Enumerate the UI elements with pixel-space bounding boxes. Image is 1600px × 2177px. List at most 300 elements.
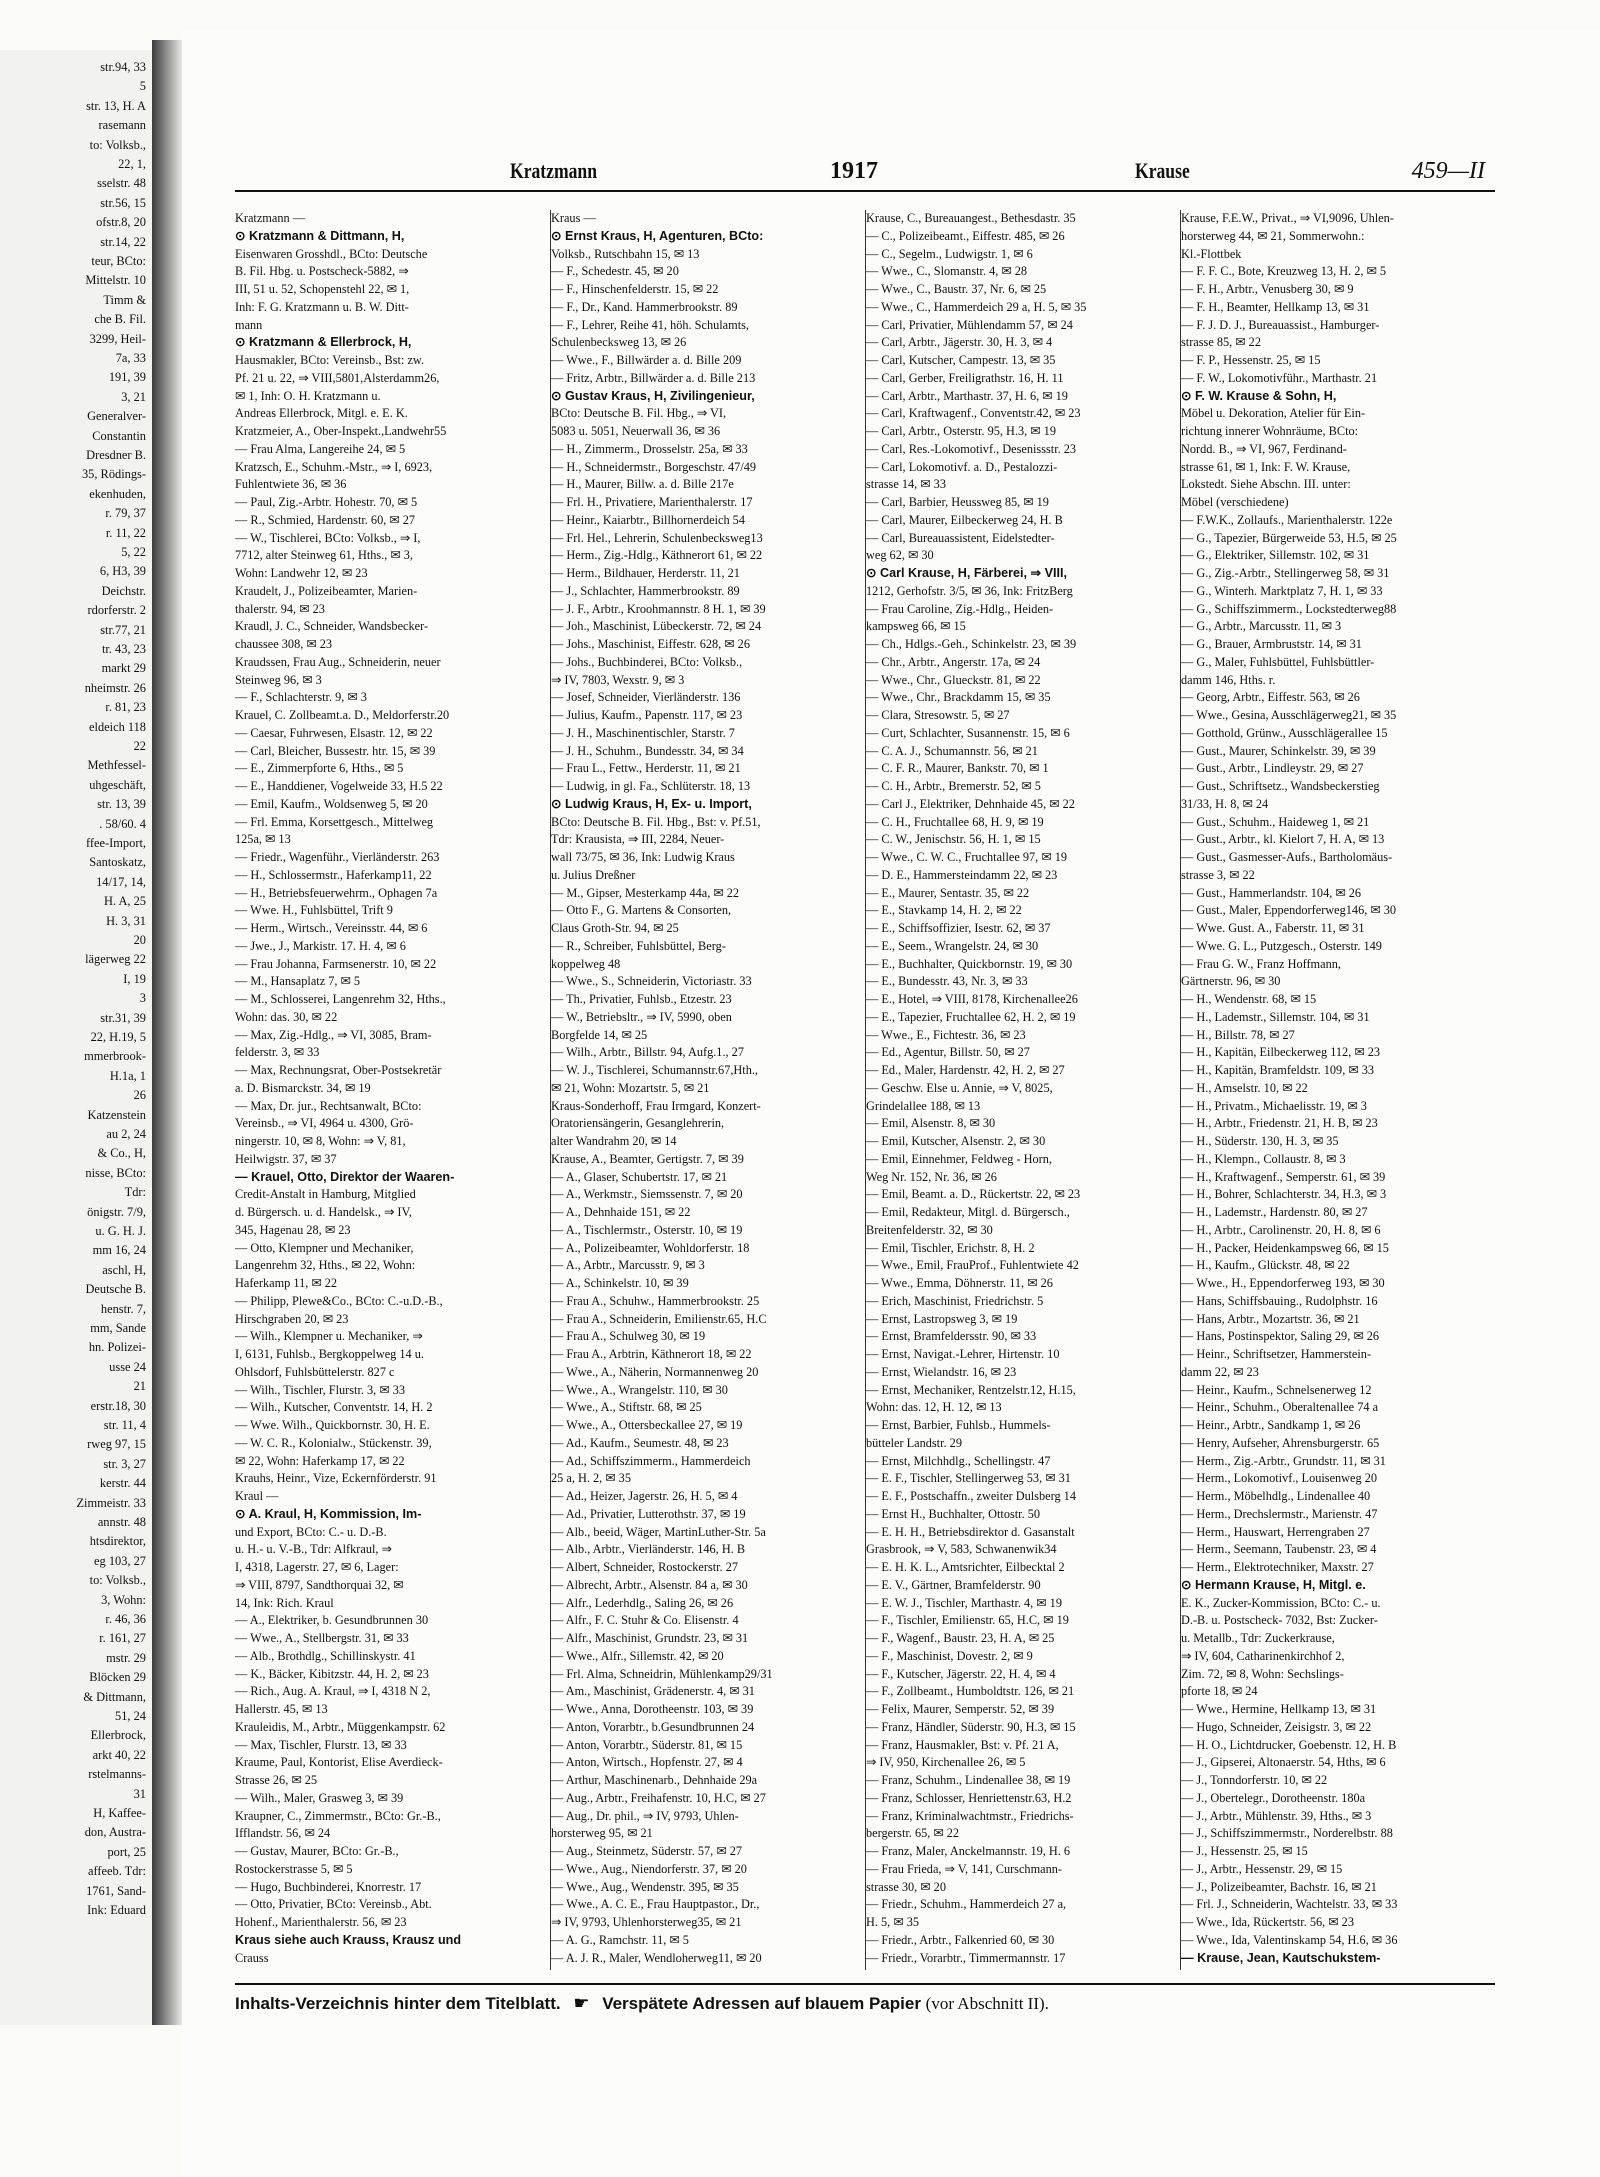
- previous-page-line: Deichstr.: [101, 583, 146, 598]
- directory-entry: — E. H. K. L., Amtsrichter, Eilbecktal 2: [866, 1560, 1065, 1574]
- directory-entry: — Wwe., A., Stiftstr. 68, ✉ 25: [551, 1400, 702, 1415]
- directory-entry: — Gust., Arbtr., Lindleystr. 29, ✉ 27: [1181, 761, 1364, 776]
- previous-page-line: usse 24: [109, 1359, 146, 1374]
- book-gutter: [152, 40, 182, 2025]
- directory-entry: — Wilh., Klempner u. Mechaniker, ⇒: [235, 1329, 423, 1344]
- directory-entry: Möbel u. Dekoration, Atelier für Ein-: [1181, 406, 1366, 421]
- directory-entry: — Herm., Drechslermstr., Marienstr. 47: [1181, 1506, 1378, 1521]
- directory-entry: — Carl, Arbtr., Marthastr. 37, H. 6, ✉ 19: [866, 388, 1068, 403]
- directory-entry: — Gust., Maurer, Schinkelstr. 39, ✉ 39: [1181, 743, 1376, 758]
- directory-entry: — Franz, Schlosser, Henriettenstr.63, H.2: [866, 1790, 1072, 1805]
- directory-entry: bütteler Landstr. 29: [866, 1435, 962, 1450]
- directory-entry: — Fritz, Arbtr., Billwärder a. d. Bille 213: [551, 370, 756, 385]
- previous-page-line: önigstr. 7/9,: [87, 1204, 146, 1219]
- previous-page-line: str.77, 21: [100, 622, 146, 637]
- directory-entry: — Alfr., Maschinist, Grundstr. 23, ✉ 31: [551, 1631, 749, 1645]
- directory-entry: — Wwe., Aug., Niendorferstr. 37, ✉ 20: [551, 1861, 747, 1876]
- directory-entry: — C. A. J., Schumannstr. 56, ✉ 21: [866, 743, 1038, 758]
- previous-page-line: to: Volksb.,: [89, 137, 146, 152]
- directory-entry: — G., Tapezier, Bürgerweide 53, H.5, ✉ 25: [1181, 530, 1397, 545]
- directory-entry: — H., Packer, Heidenkampsweg 66, ✉ 15: [1181, 1240, 1389, 1255]
- directory-entry: — F., Schlachterstr. 9, ✉ 3: [235, 690, 367, 705]
- directory-entry: Wohn: Landwehr 12, ✉ 23: [235, 566, 368, 580]
- directory-entry: — E., Stavkamp 14, H. 2, ✉ 22: [866, 903, 1022, 918]
- previous-page-line: ofstr.8, 20: [96, 215, 146, 230]
- directory-entry: — Hugo, Schneider, Zeisigstr. 3, ✉ 22: [1181, 1719, 1372, 1734]
- directory-entry: Kratzsch, E., Schuhm.-Mstr., ⇒ I, 6923,: [235, 459, 433, 474]
- previous-page-line: Ellerbrock,: [90, 1728, 146, 1743]
- directory-entry: — D. E., Hammersteindamm 22, ✉ 23: [866, 867, 1058, 882]
- directory-entry: — F. F. C., Bote, Kreuzweg 13, H. 2, ✉ 5: [1181, 264, 1387, 279]
- directory-entry: — Georg, Arbtr., Eiffestr. 563, ✉ 26: [1181, 690, 1360, 705]
- previous-page-line: Ink: Eduard: [87, 1903, 146, 1917]
- directory-entry: Hallerstr. 45, ✉ 13: [235, 1702, 328, 1716]
- previous-page-line: 26: [133, 1088, 146, 1103]
- previous-page-line: & Co., H,: [97, 1146, 146, 1161]
- directory-entry: — Wwe., A., Näherin, Normannenweg 20: [551, 1364, 759, 1379]
- directory-entry: — C., Segelm., Ludwigstr. 1, ✉ 6: [866, 246, 1033, 261]
- previous-page-line: 5, 22: [121, 545, 146, 559]
- directory-entry: kampsweg 66, ✉ 15: [866, 619, 966, 634]
- directory-entry: — A. J. R., Maler, Wendloherweg11, ✉ 20: [551, 1950, 762, 1965]
- directory-entry: — Herm., Zig.-Arbtr., Grundstr. 11, ✉ 31: [1181, 1453, 1386, 1468]
- previous-page-line: 21: [133, 1379, 146, 1394]
- directory-entry: — E. W. J., Tischler, Marthastr. 4, ✉ 19: [866, 1595, 1062, 1610]
- directory-entry: — Frau Caroline, Zig.-Hdlg., Heiden-: [866, 601, 1054, 616]
- directory-entry: — J., Tonndorferstr. 10, ✉ 22: [1181, 1773, 1328, 1787]
- directory-entry: — Wilh., Arbtr., Billstr. 94, Aufg.1., 27: [551, 1045, 744, 1060]
- directory-entry: — J., Polizeibeamter, Bachstr. 16, ✉ 21: [1181, 1879, 1377, 1894]
- previous-page-line: 7a, 33: [115, 351, 146, 365]
- directory-entry: — Ad., Privatier, Lutterothstr. 37, ✉ 19: [551, 1506, 746, 1521]
- previous-page-line: kerstr. 44: [99, 1476, 146, 1491]
- directory-entry: — Paul, Zig.-Arbtr. Hohestr. 70, ✉ 5: [235, 495, 418, 509]
- directory-entry: — Wwe., Anna, Dorotheenstr. 103, ✉ 39: [551, 1702, 754, 1716]
- directory-entry: — Wwe. G. L., Putzgesch., Osterstr. 149: [1181, 938, 1382, 953]
- directory-entry: ⇒ IV, 950, Kirchenallee 26, ✉ 5: [866, 1755, 1026, 1770]
- directory-entry: — Frau Alma, Langereihe 24, ✉ 5: [235, 441, 406, 456]
- previous-page-line: 22, 1,: [118, 157, 146, 171]
- footer-section-note: (vor Abschnitt II).: [925, 1994, 1049, 2013]
- directory-entry: Krauhs, Heinr., Vize, Eckernförderstr. 91: [235, 1471, 437, 1486]
- directory-entry: — Frau L., Fettw., Herderstr. 11, ✉ 21: [551, 761, 741, 776]
- directory-entry: — Emil, Kutscher, Alsenstr. 2, ✉ 30: [866, 1134, 1046, 1148]
- directory-entry: Ifflandstr. 56, ✉ 24: [235, 1826, 331, 1841]
- directory-entry: — Frl. H., Privatiere, Marienthalerstr. 17: [551, 495, 753, 509]
- directory-entry: — Wwe., A. C. E., Frau Hauptpastor., Dr.,: [551, 1897, 760, 1912]
- footer-index-note: Inhalts-Verzeichnis hinter dem Titelblatt.: [235, 1994, 561, 2013]
- directory-entry: — Ad., Schiffszimmerm., Hammerdeich: [551, 1453, 751, 1468]
- directory-entry: — Alb., Arbtr., Vierländerstr. 146, H. B: [551, 1542, 746, 1557]
- directory-entry: ⊙ Hermann Krause, H, Mitgl. e.: [1181, 1577, 1366, 1592]
- page-number: 459—II: [1411, 158, 1485, 184]
- directory-entry: — Aug., Dr. phil., ⇒ IV, 9793, Uhlen-: [551, 1808, 739, 1823]
- directory-entry: Strasse 26, ✉ 25: [235, 1773, 318, 1787]
- directory-entry: — E., Maurer, Sentastr. 35, ✉ 22: [866, 885, 1030, 900]
- directory-entry: — Friedr., Schuhm., Hammerdeich 27 a,: [866, 1897, 1067, 1912]
- directory-entry: — Herm., Seemann, Taubenstr. 23, ✉ 4: [1181, 1542, 1377, 1557]
- directory-entry: — E. H. H., Betriebsdirektor d. Gasanstalt: [866, 1524, 1075, 1539]
- directory-entry: — Albrecht, Arbtr., Alsenstr. 84 a, ✉ 30: [551, 1577, 748, 1592]
- previous-page-line: nheimstr. 26: [84, 680, 146, 695]
- directory-entry: — W., Betriebsltr., ⇒ IV, 5990, oben: [551, 1009, 732, 1024]
- previous-page-line: Tdr:: [124, 1185, 146, 1200]
- directory-entry: — Carl, Bureauassistent, Eidelstedter-: [866, 530, 1055, 545]
- directory-entry: — Otto, Privatier, BCto: Vereinsb., Abt.: [235, 1897, 432, 1912]
- directory-entry: — Herm., Elektrotechniker, Maxstr. 27: [1181, 1560, 1374, 1574]
- previous-page-line: erstr.18, 30: [90, 1398, 146, 1413]
- directory-entry: — Anton, Vorarbtr., b.Gesundbrunnen 24: [551, 1719, 755, 1734]
- directory-entry: — H., Bohrer, Schlachterstr. 34, H.3, ✉ 3: [1181, 1187, 1387, 1202]
- directory-entry: — R., Schmied, Hardenstr. 60, ✉ 27: [235, 512, 416, 527]
- directory-entry: — E., Handdiener, Vogelweide 33, H.5 22: [235, 779, 443, 793]
- directory-entry: strasse 3, ✉ 22: [1181, 867, 1255, 882]
- directory-entry: — Frau Johanna, Farmsenerstr. 10, ✉ 22: [235, 956, 437, 971]
- directory-entry: — G., Elektriker, Sillemstr. 102, ✉ 31: [1181, 548, 1370, 563]
- directory-entry: — J., Gipserei, Altonaerstr. 54, Hths, ✉ 6: [1181, 1755, 1386, 1770]
- directory-entry: Kraudl, J. C., Schneider, Wandsbecker-: [235, 619, 429, 634]
- directory-entry: Kratzmeier, A., Ober-Inspekt.,Landwehr55: [235, 424, 447, 438]
- previous-page-line: r. 161, 27: [99, 1631, 146, 1646]
- directory-entry: — Wwe. H., Fuhlsbüttel, Trift 9: [235, 903, 393, 918]
- previous-page-line: 3299, Heil-: [89, 331, 146, 346]
- directory-entry: — Ernst, Wielandstr. 16, ✉ 23: [866, 1364, 1017, 1379]
- previous-page-line: sselstr. 48: [97, 176, 146, 191]
- directory-entry: — Heinr., Kaiarbtr., Billhornerdeich 54: [551, 512, 745, 527]
- directory-entry: Lokstedt. Siehe Abschn. III. unter:: [1181, 477, 1351, 492]
- directory-entry: — Gustav, Maurer, BCto: Gr.-B.,: [235, 1844, 399, 1858]
- directory-entry: — C. W., Jenischstr. 56, H. 1, ✉ 15: [866, 832, 1041, 847]
- previous-page-line: 3, Wohn:: [101, 1592, 146, 1607]
- directory-entry: — E., Schiffsoffizier, Isestr. 62, ✉ 37: [866, 921, 1051, 935]
- directory-entry: — Wilh., Maler, Grasweg 3, ✉ 39: [235, 1790, 404, 1805]
- directory-entry: — Wwe., H., Eppendorferweg 193, ✉ 30: [1181, 1276, 1385, 1290]
- directory-entry: Andreas Ellerbrock, Mitgl. e. E. K.: [235, 406, 408, 421]
- directory-entry: — M., Gipser, Mesterkamp 44a, ✉ 22: [551, 885, 740, 900]
- directory-entry: Eisenwaren Grosshdl., BCto: Deutsche: [235, 246, 428, 261]
- directory-entry: — H., Kraftwagenf., Semperstr. 61, ✉ 39: [1181, 1169, 1386, 1184]
- directory-entry: alter Wandrahm 20, ✉ 14: [551, 1134, 677, 1148]
- directory-entry: — Ed., Agentur, Billstr. 50, ✉ 27: [866, 1045, 1030, 1060]
- directory-entry: — E., Hotel, ⇒ VIII, 8178, Kirchenallee26: [866, 992, 1078, 1006]
- directory-entry: — J., Arbtr., Hessenstr. 29, ✉ 15: [1181, 1861, 1343, 1876]
- previous-page-line: 191, 39: [108, 370, 146, 385]
- directory-entry: Krause, C., Bureauangest., Bethesdastr. 35: [866, 211, 1076, 225]
- directory-entry: — Friedr., Wagenführ., Vierländerstr. 263: [235, 850, 440, 864]
- directory-entry: chaussee 308, ✉ 23: [235, 637, 333, 651]
- directory-entry: horsterweg 95, ✉ 21: [551, 1826, 653, 1841]
- directory-entry: Kraus siehe auch Krauss, Krausz und: [235, 1932, 462, 1947]
- directory-entry: weg 62, ✉ 30: [866, 548, 934, 563]
- directory-entry: Grindelallee 188, ✉ 13: [866, 1098, 981, 1113]
- directory-entry: — Heinr., Schuhm., Oberaltenallee 74 a: [1181, 1400, 1379, 1415]
- directory-entry: — Chr., Arbtr., Angerstr. 17a, ✉ 24: [866, 654, 1041, 669]
- directory-entry: — Frau A., Schneiderin, Emilienstr.65, H.C: [551, 1311, 767, 1326]
- previous-page-line: r. 46, 36: [105, 1612, 146, 1626]
- previous-page-line: u. G. H. J.: [95, 1224, 146, 1238]
- directory-entry: ⊙ F. W. Krause & Sohn, H,: [1181, 388, 1337, 403]
- directory-entry: — H., Betriebsfeuerwehrm., Ophagen 7a: [235, 885, 438, 900]
- directory-entry: — Wwe., A., Ottersbeckallee 27, ✉ 19: [551, 1418, 743, 1432]
- directory-entry: — Franz, Schuhm., Lindenallee 38, ✉ 19: [866, 1773, 1071, 1787]
- previous-page-line: lägerweg 22: [85, 952, 146, 967]
- directory-entry: H. 5, ✉ 35: [866, 1915, 920, 1929]
- previous-page-line: markt 29: [101, 661, 146, 676]
- directory-entry: u. Julius Dreßner: [551, 867, 636, 882]
- directory-entry: — F., Schedestr. 45, ✉ 20: [551, 264, 679, 279]
- previous-page-line: H. A, 25: [104, 894, 146, 909]
- directory-entry: — Ernst, Milchhdlg., Schellingstr. 47: [866, 1453, 1051, 1468]
- previous-page-line: str. 13, 39: [97, 797, 146, 812]
- previous-page-line: aschl, H,: [102, 1262, 146, 1277]
- directory-entry: Kraume, Paul, Kontorist, Elise Averdieck-: [235, 1755, 443, 1770]
- previous-page-line: 35, Rödings-: [81, 467, 146, 482]
- directory-entry: Ohlsdorf, Fuhlsbüttelerstr. 827 c: [235, 1364, 395, 1379]
- directory-entry: — F., Kutscher, Jägerstr. 22, H. 4, ✉ 4: [866, 1666, 1056, 1681]
- directory-entry: — Caesar, Fuhrwesen, Elsastr. 12, ✉ 22: [235, 725, 433, 740]
- directory-entry: 7712, alter Steinweg 61, Hths., ✉ 3,: [235, 548, 413, 563]
- previous-page-line: str.56, 15: [100, 195, 146, 210]
- directory-entry: — A., Elektriker, b. Gesundbrunnen 30: [235, 1613, 429, 1628]
- directory-entry: — Hans, Schiffsbauing., Rudolphstr. 16: [1181, 1293, 1378, 1308]
- directory-entry: Kratzmann —: [235, 211, 305, 225]
- directory-entry: — Wwe., Ida, Rückertstr. 56, ✉ 23: [1181, 1915, 1354, 1929]
- directory-entry: Tdr: Krausista, ⇒ III, 2284, Neuer-: [551, 832, 725, 847]
- directory-entry: Credit-Anstalt in Hamburg, Mitglied: [235, 1187, 416, 1202]
- directory-entry: — Ludwig, in gl. Fa., Schlüterstr. 18, 13: [551, 779, 751, 793]
- directory-entry: — Albert, Schneider, Rostockerstr. 27: [551, 1560, 739, 1574]
- directory-entry: — Anton, Wirtsch., Hopfenstr. 27, ✉ 4: [551, 1755, 743, 1770]
- directory-entry: D.-B. u. Postscheck- 7032, Bst: Zucker-: [1181, 1613, 1378, 1628]
- directory-entry: I, 4318, Lagerstr. 27, ✉ 6, Lager:: [235, 1560, 399, 1574]
- directory-entry: — Carl, Arbtr., Osterstr. 95, H.3, ✉ 19: [866, 424, 1056, 438]
- previous-page-line: tr. 43, 23: [101, 642, 146, 656]
- previous-page-line: htsdirektor,: [89, 1534, 146, 1549]
- previous-page-line: mm 16, 24: [92, 1243, 146, 1258]
- directory-entry: — H., Maurer, Billw. a. d. Bille 217e: [551, 477, 734, 492]
- previous-page-line: 3: [139, 991, 146, 1006]
- directory-entry: — J. H., Schuhm., Bundesstr. 34, ✉ 34: [551, 743, 744, 758]
- directory-entry: — Aug., Arbtr., Freihafenstr. 10, H.C, ✉ 27: [551, 1790, 766, 1805]
- previous-page-line: annstr. 48: [97, 1515, 146, 1529]
- directory-entry: — Wwe., Aug., Wendenstr. 395, ✉ 35: [551, 1879, 739, 1894]
- directory-entry: — Gust., Gasmesser-Aufs., Bartholomäus-: [1181, 850, 1393, 864]
- directory-entry: — Wwe., Emma, Döhnerstr. 11, ✉ 26: [866, 1276, 1053, 1290]
- directory-entry: — Ernst, Lastropsweg 3, ✉ 19: [866, 1311, 1018, 1326]
- directory-entry: III, 51 u. 52, Schopenstehl 22, ✉ 1,: [235, 282, 410, 296]
- directory-entry: — J., Schlachter, Hammerbrookstr. 89: [551, 583, 740, 598]
- directory-entry: Rostockerstrasse 5, ✉ 5: [235, 1861, 353, 1876]
- directory-entry: 345, Hagenau 28, ✉ 23: [235, 1222, 351, 1237]
- directory-entry: — A., Tischlermstr., Osterstr. 10, ✉ 19: [551, 1222, 743, 1237]
- directory-entry: 25 a, H. 2, ✉ 35: [551, 1471, 631, 1486]
- directory-entry: — H., Arbtr., Carolinenstr. 20, H. 8, ✉ 6: [1181, 1222, 1381, 1237]
- directory-entry: — Emil, Beamt. a. D., Rückertstr. 22, ✉ 23: [866, 1187, 1081, 1202]
- directory-entry: — Herm., Wirtsch., Vereinsstr. 44, ✉ 6: [235, 921, 428, 935]
- directory-entry: — Anton, Vorarbtr., Süderstr. 81, ✉ 15: [551, 1737, 743, 1752]
- previous-page-line: eg 103, 27: [94, 1553, 146, 1568]
- running-header: [235, 150, 1495, 192]
- directory-entry: — Emil, Tischler, Erichstr. 8, H. 2: [866, 1240, 1035, 1255]
- previous-page-line: 5: [139, 79, 146, 94]
- directory-entry: Crauss: [235, 1950, 269, 1965]
- directory-entry: — Rich., Aug. A. Kraul, ⇒ I, 4318 N 2,: [235, 1684, 431, 1699]
- directory-entry: BCto: Deutsche B. Fil. Hbg., ⇒ VI,: [551, 406, 727, 421]
- previous-page-line: Timm &: [103, 292, 146, 307]
- directory-entry: — Krauel, Otto, Direktor der Waaren-: [235, 1169, 455, 1184]
- directory-entry: — H., Kapitän, Eilbeckerweg 112, ✉ 23: [1181, 1045, 1381, 1060]
- directory-entry: — J., Schiffszimmermstr., Norderelbstr. 88: [1181, 1826, 1393, 1841]
- previous-page-line: 22, H.19, 5: [90, 1030, 146, 1044]
- directory-entry: — Carl J., Elektriker, Dehnhaide 45, ✉ 22: [866, 796, 1075, 811]
- directory-entry: Weg Nr. 152, Nr. 36, ✉ 26: [866, 1169, 997, 1184]
- directory-entry: — Wwe., Chr., Brackdamm 15, ✉ 35: [866, 690, 1051, 705]
- directory-entry: horsterweg 44, ✉ 21, Sommerwohn.:: [1181, 228, 1365, 243]
- directory-entry: Kraupner, C., Zimmermstr., BCto: Gr.-B.,: [235, 1808, 441, 1823]
- directory-entry: — F., Maschinist, Dovestr. 2, ✉ 9: [866, 1648, 1033, 1663]
- directory-entry: — Johs., Buchbinderei, BCto: Volksb.,: [551, 654, 743, 669]
- previous-page-line: 31: [133, 1786, 146, 1801]
- directory-entry: — Ad., Heizer, Jagerstr. 26, H. 5, ✉ 4: [551, 1489, 738, 1503]
- directory-entry: Volksb., Rutschbahn 15, ✉ 13: [551, 246, 700, 261]
- previous-page-line: Mittelstr. 10: [85, 273, 146, 288]
- previous-page-line: I, 19: [123, 971, 146, 986]
- directory-entry: — Herm., Möbelhdlg., Lindenallee 40: [1181, 1489, 1371, 1503]
- directory-entry: strasse 85, ✉ 22: [1181, 335, 1261, 350]
- directory-entry: Wohn: das. 30, ✉ 22: [235, 1009, 338, 1024]
- directory-entry: — H., Kapitän, Bramfeldstr. 109, ✉ 33: [1181, 1063, 1375, 1077]
- directory-entry: — Arthur, Maschinenarb., Dehnhaide 29a: [551, 1773, 758, 1787]
- directory-entry: — H., Zimmerm., Drosselstr. 25a, ✉ 33: [551, 441, 748, 456]
- directory-entry: — Hans, Arbtr., Mozartstr. 36, ✉ 21: [1181, 1311, 1360, 1326]
- directory-entry: — Alfr., Lederhdlg., Saling 26, ✉ 26: [551, 1595, 734, 1610]
- directory-entry: Hausmakler, BCto: Vereinsb., Bst: zw.: [235, 353, 425, 367]
- directory-entry: — E., Buchhalter, Quickbornstr. 19, ✉ 30: [866, 956, 1073, 971]
- previous-page-line: 22: [133, 739, 146, 753]
- directory-entry: — A., Glaser, Schubertstr. 17, ✉ 21: [551, 1169, 728, 1184]
- directory-entry: — F., Hinschenfelderstr. 15, ✉ 22: [551, 282, 719, 296]
- previous-page-line: rasemann: [98, 118, 146, 133]
- directory-entry: — Krause, Jean, Kautschukstem-: [1181, 1950, 1381, 1965]
- directory-entry: ⇒ IV, 9793, Uhlenhorsterweg35, ✉ 21: [551, 1915, 742, 1929]
- directory-entry: a. D. Bismarckstr. 34, ✉ 19: [235, 1080, 371, 1095]
- directory-entry: — Carl, Barbier, Heussweg 85, ✉ 19: [866, 495, 1049, 509]
- previous-page-line: 20: [133, 933, 146, 947]
- directory-entry: ⊙ Kratzmann & Ellerbrock, H,: [235, 335, 412, 350]
- directory-entry: — C. F. R., Maurer, Bankstr. 70, ✉ 1: [866, 761, 1049, 776]
- previous-page-line: str.31, 39: [100, 1010, 146, 1025]
- directory-entry: — Gust., Schuhm., Haideweg 1, ✉ 21: [1181, 814, 1370, 829]
- directory-entry: — Jwe., J., Markistr. 17. H. 4, ✉ 6: [235, 938, 406, 953]
- directory-entry: — Gust., Arbtr., kl. Kielort 7, H. A, ✉ 13: [1181, 832, 1385, 847]
- directory-entry: — F. J. D. J., Bureauassist., Hamburger-: [1181, 317, 1380, 332]
- directory-entry: Hirschgraben 20, ✉ 23: [235, 1311, 349, 1326]
- directory-entry: — W. J., Tischlerei, Schumannstr.67,Hth.,: [551, 1063, 759, 1077]
- directory-entry: strasse 61, ✉ 1, Ink: F. W. Krause,: [1181, 459, 1351, 474]
- previous-page-line: str. 3, 27: [103, 1456, 146, 1471]
- directory-entry: ningerstr. 10, ✉ 8, Wohn: ⇒ V, 81,: [235, 1134, 406, 1148]
- directory-entry: — Ad., Kaufm., Seumestr. 48, ✉ 23: [551, 1435, 729, 1450]
- directory-entry: Wohn: das. 12, H. 12, ✉ 13: [866, 1400, 1002, 1415]
- directory-entry: — Emil, Redakteur, Mitgl. d. Bürgersch.,: [866, 1205, 1070, 1219]
- directory-entry: ✉ 22, Wohn: Haferkamp 17, ✉ 22: [235, 1453, 405, 1468]
- directory-entry: strasse 30, ✉ 20: [866, 1879, 946, 1894]
- directory-entry: — F., Lehrer, Reihe 41, höh. Schulamts,: [551, 317, 749, 332]
- previous-page-line: H.1a, 1: [109, 1068, 146, 1083]
- directory-entry: — G., Winterh. Marktplatz 7, H. 1, ✉ 33: [1181, 583, 1383, 598]
- directory-entry: damm 22, ✉ 23: [1181, 1364, 1259, 1379]
- column-2: [550, 210, 861, 1970]
- directory-entry: Kraus —: [551, 211, 596, 225]
- directory-entry: — Wwe., C. W. C., Fruchtallee 97, ✉ 19: [866, 850, 1068, 864]
- directory-entry: — Ernst, Barbier, Fuhlsb., Hummels-: [866, 1418, 1051, 1432]
- directory-entry: Kraus-Sonderhoff, Frau Irmgard, Konzert-: [551, 1098, 761, 1113]
- directory-entry: Langenrehm 32, Hths., ✉ 22, Wohn:: [235, 1258, 416, 1273]
- previous-page-line: uhgeschäft,: [89, 777, 146, 792]
- directory-entry: — G., Maler, Fuhlsbüttel, Fuhlsbüttler-: [1181, 654, 1375, 669]
- directory-entry: — F. P., Hessenstr. 25, ✉ 15: [1181, 353, 1321, 367]
- directory-entry: — Wwe., C., Slomanstr. 4, ✉ 28: [866, 264, 1028, 279]
- directory-entry: — Max, Zig.-Hdlg., ⇒ VI, 3085, Bram-: [235, 1027, 432, 1042]
- directory-entry: — Carl, Privatier, Mühlendamm 57, ✉ 24: [866, 317, 1073, 332]
- directory-entry: mann: [235, 317, 263, 332]
- directory-entry: Inh: F. G. Kratzmann u. B. W. Ditt-: [235, 299, 409, 314]
- directory-entry: — Wwe., F., Billwärder a. d. Bille 209: [551, 353, 742, 367]
- directory-entry: — Am., Maschinist, Grädenerstr. 4, ✉ 31: [551, 1684, 755, 1699]
- directory-entry: Kraul —: [235, 1489, 279, 1503]
- directory-entry: Kl.-Flottbek: [1181, 246, 1242, 261]
- directory-entry: — Hans, Postinspektor, Saling 29, ✉ 26: [1181, 1329, 1380, 1344]
- directory-entry: E. K., Zucker-Kommission, BCto: C.- u.: [1181, 1595, 1381, 1610]
- directory-entry: — Wwe., C., Hammerdeich 29 a, H. 5, ✉ 35: [866, 299, 1087, 314]
- directory-entry: — E., Zimmerpforte 6, Hths., ✉ 5: [235, 761, 404, 776]
- directory-entry: — Heinr., Arbtr., Sandkamp 1, ✉ 26: [1181, 1418, 1361, 1432]
- previous-page-fragment: [0, 50, 153, 2025]
- previous-page-line: nisse, BCto:: [85, 1165, 146, 1180]
- directory-entry: Claus Groth-Str. 94, ✉ 25: [551, 921, 679, 935]
- directory-entry: — Herm., Lokomotivf., Louisenweg 20: [1181, 1471, 1378, 1486]
- directory-entry: — Carl, Arbtr., Jägerstr. 30, H. 3, ✉ 4: [866, 335, 1053, 350]
- directory-entry: — H., Klempn., Collaustr. 8, ✉ 3: [1181, 1151, 1346, 1166]
- directory-entry: — Max, Dr. jur., Rechtsanwalt, BCto:: [235, 1098, 422, 1113]
- directory-entry: — Alb., Brothdlg., Schillinskystr. 41: [235, 1648, 416, 1663]
- directory-entry: — K., Bäcker, Kibitzstr. 44, H. 2, ✉ 23: [235, 1666, 429, 1681]
- directory-entry: damm 146, Hths. r.: [1181, 672, 1276, 687]
- directory-entry: Breitenfelderstr. 32, ✉ 30: [866, 1222, 993, 1237]
- directory-entry: — Frau A., Schuhw., Hammerbrookstr. 25: [551, 1293, 760, 1308]
- directory-entry: Krauel, C. Zollbeamt.a. D., Meldorferstr.20: [235, 708, 450, 722]
- previous-page-line: rstelmanns-: [88, 1767, 146, 1782]
- directory-entry: — Wilh., Kutscher, Conventstr. 14, H. 2: [235, 1400, 433, 1415]
- directory-entry: — Wwe., Gesina, Ausschlägerweg21, ✉ 35: [1181, 708, 1397, 722]
- directory-entry: Zim. 72, ✉ 8, Wohn: Sechslings-: [1181, 1666, 1344, 1681]
- directory-entry: [1181, 1967, 1496, 1970]
- previous-page-line: Deutsche B.: [85, 1282, 146, 1297]
- directory-entry: — J., Hessenstr. 25, ✉ 15: [1181, 1844, 1308, 1858]
- directory-entry: BCto: Deutsche B. Fil. Hbg., Bst: v. Pf.51,: [551, 814, 761, 829]
- directory-entry: — Emil, Alsenstr. 8, ✉ 30: [866, 1116, 996, 1131]
- directory-entry: ⊙ Gustav Kraus, H, Zivilingenieur,: [551, 388, 755, 403]
- directory-entry: — Clara, Stresowstr. 5, ✉ 27: [866, 708, 1010, 722]
- directory-entry: — H., Schlossermstr., Haferkamp11, 22: [235, 867, 432, 882]
- directory-entry: — Frau A., Schulweg 30, ✉ 19: [551, 1329, 706, 1344]
- directory-entry: [866, 1967, 1176, 1970]
- previous-page-line: r. 81, 23: [105, 700, 146, 715]
- directory-entry: — H., Lademstr., Hardenstr. 80, ✉ 27: [1181, 1205, 1368, 1219]
- directory-entry: — Philipp, Plewe&Co., BCto: C.-u.D.-B.,: [235, 1293, 443, 1308]
- directory-entry: — Franz, Hausmakler, Bst: v. Pf. 21 A,: [866, 1737, 1059, 1752]
- previous-page-line: henstr. 7,: [100, 1301, 146, 1316]
